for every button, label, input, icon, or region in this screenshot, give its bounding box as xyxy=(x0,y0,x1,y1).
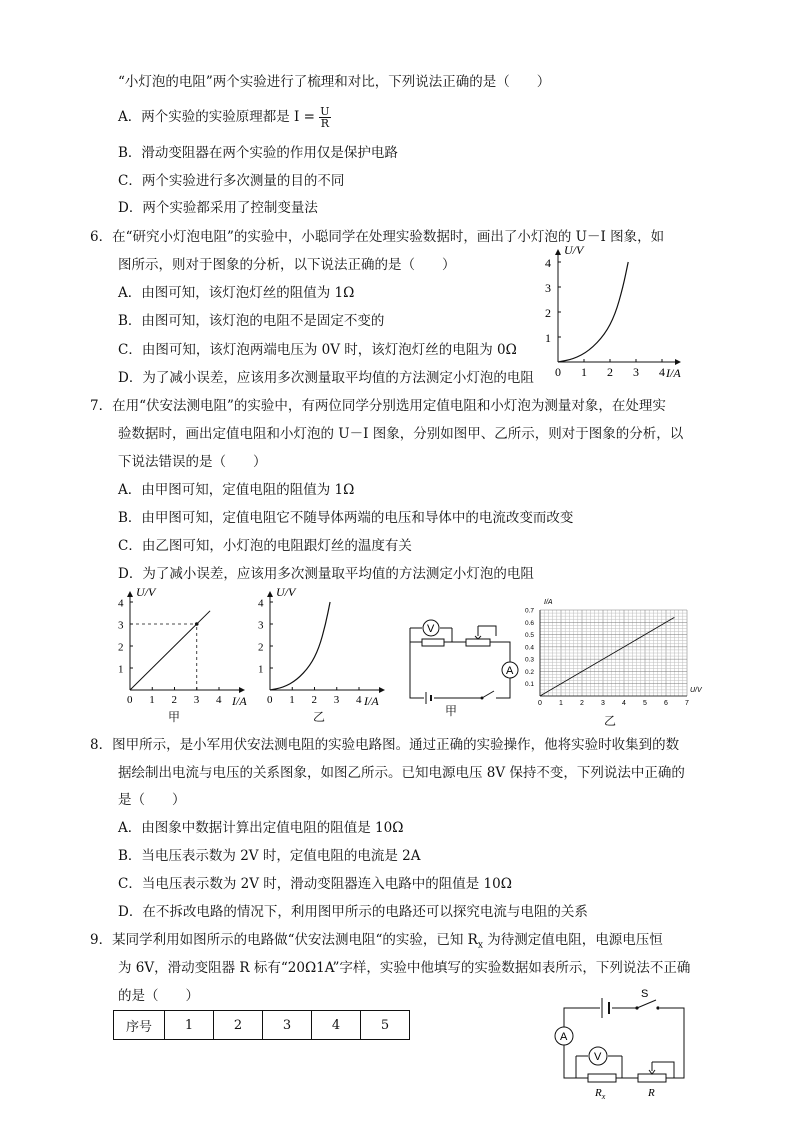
q5-option-b: B．滑动变阻器在两个实验的作用仅是保护电路 xyxy=(118,145,398,161)
voltmeter-icon xyxy=(589,1047,607,1065)
voltmeter-icon xyxy=(423,620,439,636)
q5-option-a xyxy=(118,106,331,129)
battery-icon xyxy=(600,998,612,1018)
q7-caption-yi: 乙 xyxy=(313,710,326,724)
x-tick-label: 3 xyxy=(601,700,605,707)
q8-line-3: 是（ ） xyxy=(118,792,186,808)
x-axis-label: I/A xyxy=(364,694,379,708)
switch-icon xyxy=(481,691,497,702)
circuit-outer-loop xyxy=(564,1008,684,1078)
q7-line-3: 下说法错误的是（ ） xyxy=(118,454,267,470)
rx-label: $R_x$ xyxy=(595,1087,606,1101)
guide-point xyxy=(195,622,199,626)
y-tick-label: 0.6 xyxy=(525,619,535,627)
svg-text:A: A xyxy=(506,665,514,677)
y-axis-label: U/V xyxy=(276,585,296,599)
q8-option-b: B．当电压表示数为 2V 时，定值电阻的电流是 2A xyxy=(118,848,421,864)
x-tick-label: 0 xyxy=(127,694,133,706)
table-cell: 5 xyxy=(361,1011,410,1040)
y-tick-label: 3 xyxy=(118,619,124,632)
switch-icon xyxy=(635,1000,660,1013)
x-tick-label: 1 xyxy=(149,694,155,706)
y-tick-label: 0.4 xyxy=(525,644,535,652)
table-cell: 3 xyxy=(263,1011,312,1040)
x-tick-label: 7 xyxy=(685,700,689,707)
r-label: R xyxy=(648,1087,655,1099)
q6-line-2: 图所示，则对于图象的分析，以下说法正确的是（ ） xyxy=(118,257,456,273)
x-tick-label: 0 xyxy=(538,700,542,707)
y-tick-label: 0.1 xyxy=(525,681,535,689)
q5-option-d: D．两个实验都采用了控制变量法 xyxy=(118,200,318,216)
y-tick-label: 4 xyxy=(545,256,551,270)
x-tick-label: 0 xyxy=(555,365,561,379)
ammeter-icon xyxy=(555,1027,573,1045)
x-tick-label: 4 xyxy=(622,700,626,707)
y-tick-label: 0.2 xyxy=(525,668,535,676)
rx-resistor xyxy=(588,1074,616,1082)
svg-text:V: V xyxy=(427,623,435,635)
y-tick-label: 4 xyxy=(258,597,264,610)
q5-stem: “小灯泡的电阻”两个实验进行了梳理和对比，下列说法正确的是（ ） xyxy=(118,74,551,90)
x-tick-label: 6 xyxy=(664,700,668,707)
q7-option-d: D．为了减小误差，应该用多次测量取平均值的方法测定小灯泡的电阻 xyxy=(118,566,534,582)
x-tick-label: 1 xyxy=(289,694,295,706)
y-tick-label: 2 xyxy=(545,306,551,320)
rheostat xyxy=(466,639,490,646)
x-tick-label: 2 xyxy=(607,365,613,379)
q6-u-i-chart xyxy=(540,244,690,384)
circuit-loop xyxy=(410,642,510,698)
y-tick-label: 0.5 xyxy=(525,632,535,640)
q8-option-a: A．由图象中数据计算出定值电阻的阻值是 10Ω xyxy=(118,820,404,836)
q8-option-c: C．当电压表示数为 2V 时，滑动变阻器连入电路中的阻值是 10Ω xyxy=(118,876,512,892)
q7-caption-jia: 甲 xyxy=(168,710,181,724)
formula-denominator: R xyxy=(320,117,330,130)
svg-text:A: A xyxy=(560,1031,568,1043)
q9-circuit-diagram xyxy=(548,990,693,1100)
y-axis-label: U/V xyxy=(564,243,584,257)
x-tick-label: 1 xyxy=(559,700,563,707)
q8-line-1: 8．图甲所示，是小军用伏安法测电阻的实验电路图。通过正确的实验操作，他将实验时收集到的数 xyxy=(90,737,680,753)
x-tick-label: 2 xyxy=(580,700,584,707)
q7-line-2: 验数据时，画出定值电阻和小灯泡的 U－I 图象，分别如图甲、乙所示，则对于图象的分析，以 xyxy=(118,426,684,442)
x-tick-label: 4 xyxy=(356,694,362,706)
q7-option-a: A．由甲图可知，定值电阻的阻值为 1Ω xyxy=(118,482,355,498)
q7-option-b: B．由甲图可知，定值电阻它不随导体两端的电压和导体中的电流改变而改变 xyxy=(118,510,574,526)
q7-line-1: 7．在用“伏安法测电阻”的实验中，有两位同学分别选用定值电阻和小灯泡为测量对象，在处理实 xyxy=(90,398,666,414)
x-tick-label: 3 xyxy=(193,694,200,706)
q8-option-d: D．在不拆改电路的情况下，利用图甲所示的电路还可以探究电流与电阻的关系 xyxy=(118,904,588,920)
x-tick-label: 2 xyxy=(311,694,317,706)
q8-chart-caption-yi: 乙 xyxy=(604,714,617,728)
switch-label: S xyxy=(641,988,649,1000)
q7-option-c: C．由乙图可知，小灯泡的电阻跟灯丝的温度有关 xyxy=(118,538,412,554)
battery-icon xyxy=(424,692,434,704)
svg-text:V: V xyxy=(594,1051,602,1063)
y-tick-label: 3 xyxy=(258,619,264,632)
x-axis-label: I/A xyxy=(666,366,681,380)
q8-i-u-grid-chart xyxy=(520,596,710,716)
q7-jia-chart xyxy=(112,586,252,726)
y-axis-label: U/V xyxy=(136,585,156,599)
table-cell: 2 xyxy=(214,1011,263,1040)
rheostat xyxy=(638,1074,666,1082)
table-cell: 1 xyxy=(165,1011,214,1040)
table-header-cell: 序号 xyxy=(114,1011,165,1040)
y-tick-label: 0.7 xyxy=(525,607,535,615)
y-tick-label: 0.3 xyxy=(525,656,535,664)
x-axis-label: U/V xyxy=(690,687,702,694)
x-tick-label: 1 xyxy=(581,365,587,379)
q8-line-2: 据绘制出电流与电压的关系图象，如图乙所示。已知电源电压 8V 保持不变，下列说法中正确的 xyxy=(118,765,685,781)
q9-line-2: 为 6V，滑动变阻器 R 标有“20Ω1A”字样，实验中他填写的实验数据如表所示，下列说法不正确 xyxy=(118,960,691,976)
q8-circuit-diagram xyxy=(400,614,525,709)
q6-option-a: A．由图可知，该灯泡灯丝的阻值为 1Ω xyxy=(118,285,355,301)
rx-subscript: x xyxy=(477,940,483,951)
q6-line-1: 6．在“研究小灯泡电阻”的实验中，小聪同学在处理实验数据时，画出了小灯泡的 U－I 图象，如 xyxy=(90,229,665,245)
y-tick-label: 1 xyxy=(118,663,124,676)
q8-circuit-caption-jia: 甲 xyxy=(445,704,458,718)
y-axis-label: I/A xyxy=(544,599,553,606)
q9-line-1 xyxy=(90,931,663,955)
x-tick-label: 0 xyxy=(267,694,273,706)
resistor-line xyxy=(130,611,210,690)
x-tick-label: 3 xyxy=(633,365,639,379)
ammeter-icon xyxy=(502,662,518,678)
bulb-curve xyxy=(558,262,628,362)
y-tick-label: 1 xyxy=(258,663,264,676)
x-tick-label: 5 xyxy=(643,700,647,707)
q9-data-table xyxy=(113,1010,410,1040)
q5-option-c: C．两个实验进行多次测量的目的不同 xyxy=(118,173,345,189)
y-tick-label: 2 xyxy=(118,641,124,654)
table-cell: 4 xyxy=(312,1011,361,1040)
bulb-curve xyxy=(270,602,330,690)
y-tick-label: 4 xyxy=(118,597,124,610)
q7-yi-chart xyxy=(252,586,392,726)
y-tick-label: 2 xyxy=(258,641,264,654)
formula-numerator: U xyxy=(320,105,330,118)
q6-option-d: D．为了减小误差，应该用多次测量取平均值的方法测定小灯泡的电阻 xyxy=(118,370,534,386)
table-row xyxy=(114,1011,410,1040)
y-tick-label: 3 xyxy=(545,281,551,295)
q9-line-3: 的是（ ） xyxy=(118,988,199,1004)
y-tick-label: 1 xyxy=(545,331,551,345)
x-tick-label: 4 xyxy=(659,365,665,379)
x-tick-label: 4 xyxy=(216,694,222,706)
formula-u-over-r xyxy=(319,106,330,129)
x-tick-label: 2 xyxy=(171,694,177,706)
q6-option-b: B．由图可知，该灯泡的电阻不是固定不变的 xyxy=(118,313,385,329)
rheostat-slider-icon xyxy=(478,626,496,636)
x-tick-label: 3 xyxy=(333,694,340,706)
q9-line-1-text: 9．某同学利用如图所示的电路做“伏安法测电阻“的实验，已知 R xyxy=(90,932,478,948)
fixed-resistor xyxy=(422,639,444,646)
q9-line-1-rest: 为待测定值电阻，电源电压恒 xyxy=(482,932,663,948)
x-axis-label: I/A xyxy=(232,694,247,708)
q5-option-a-text: A．两个实验的实验原理都是 I = xyxy=(118,109,315,125)
q6-option-c: C．由图可知，该灯泡两端电压为 0V 时，该灯泡灯丝的电阻为 0Ω xyxy=(118,342,517,358)
